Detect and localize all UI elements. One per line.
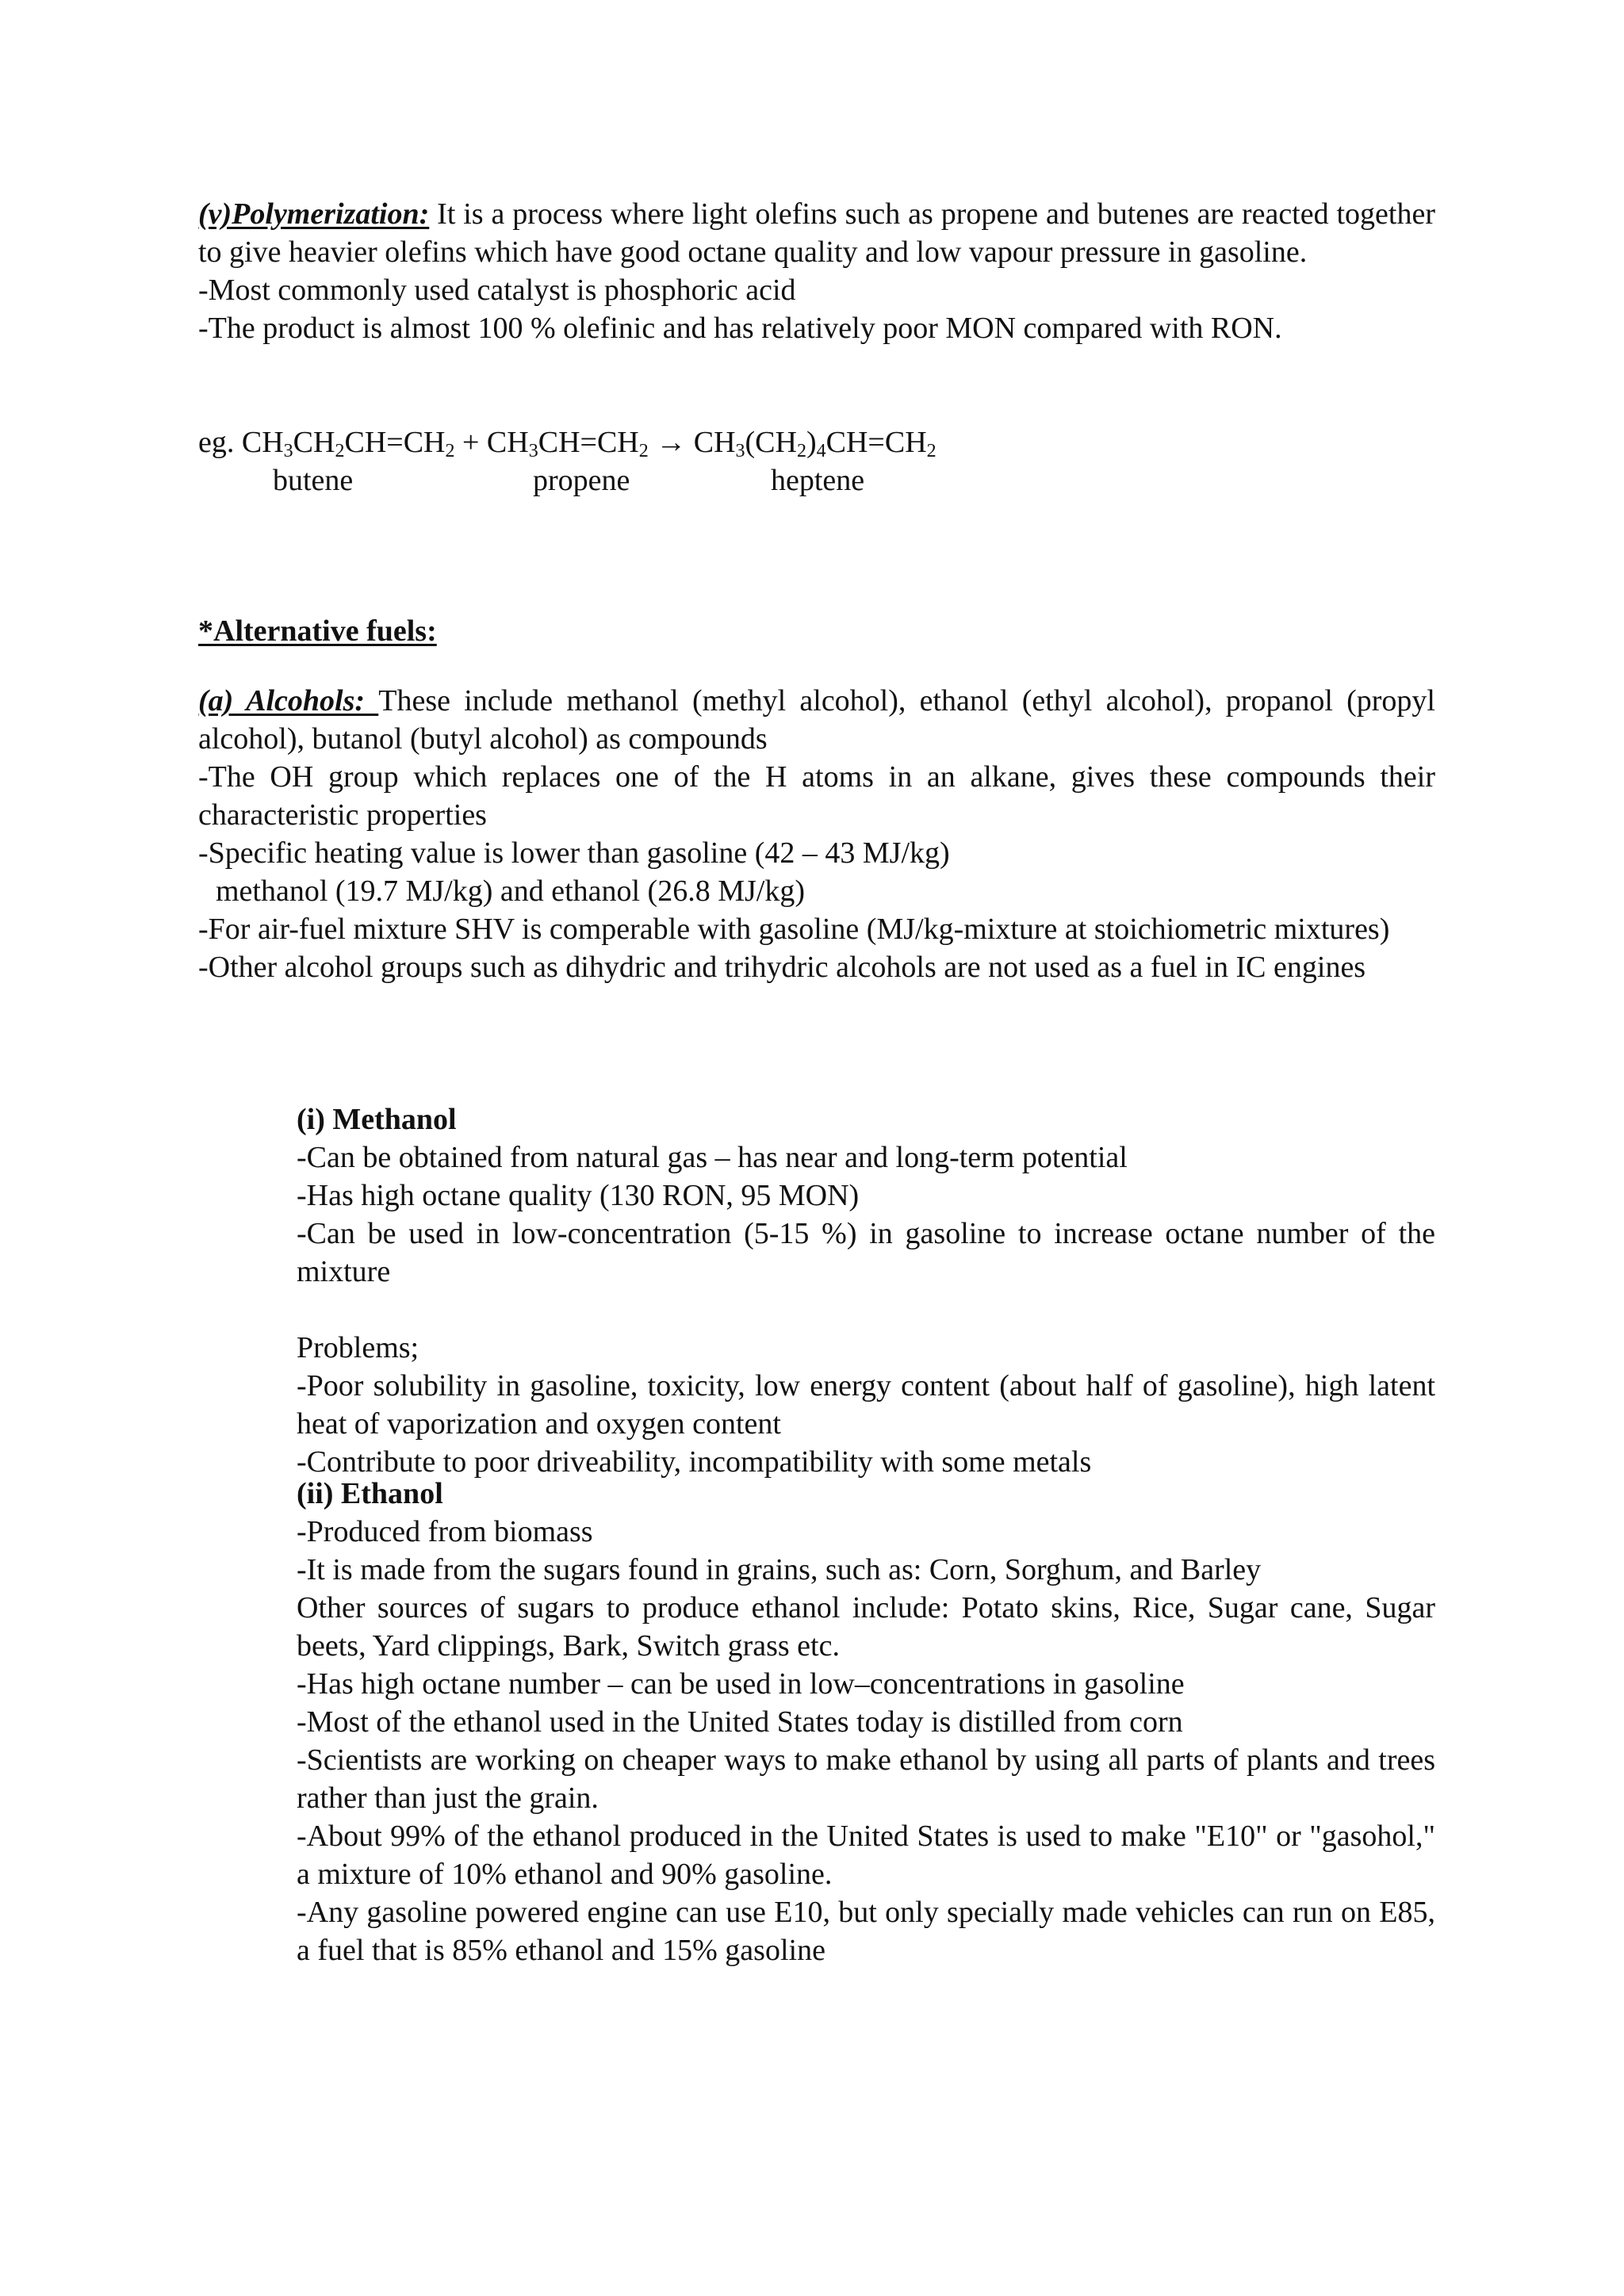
alt-fuels-section <box>198 612 1435 650</box>
problem-item: -Poor solubility in gasoline, toxicity, low energy content (about half of gasoline), high latent heat of vaporization and oxygen content <box>297 1369 1435 1441</box>
problem-item: -Contribute to poor driveability, incompatibility with some metals <box>297 1445 1092 1479</box>
compound-names <box>198 461 1435 499</box>
ethanol-section <box>297 1475 1435 1969</box>
polymerization-point: -The product is almost 100 % olefinic and has relatively poor MON compared with RON. <box>198 312 1282 345</box>
product-heptene-formula: $CH_3(CH_2)_4CH=CH_2$ <box>693 426 936 461</box>
compound-name-butene: butene <box>273 464 354 497</box>
methanol-point: -Has high octane quality (130 RON, 95 MON) <box>297 1179 860 1212</box>
alcohols-point: methanol (19.7 MJ/kg) and ethanol (26.8 MJ/kg) <box>216 874 806 908</box>
alcohols-paragraph <box>198 682 1435 758</box>
compound-name-heptene: heptene <box>771 464 865 497</box>
reaction-arrow: → <box>648 426 694 459</box>
compound-name-propene: propene <box>533 464 630 497</box>
polymerization-equation <box>198 423 1435 499</box>
ethanol-point: Other sources of sugars to produce ethanol include: Potato skins, Rice, Sugar cane, Sugar beets, Yard clippings, Bark, Switch grass etc. <box>297 1591 1435 1663</box>
ethanol-point: -Most of the ethanol used in the United States today is distilled from corn <box>297 1705 1183 1739</box>
polymerization-section <box>198 195 1435 347</box>
equation-line <box>198 423 1435 461</box>
alcohols-section <box>198 682 1435 986</box>
alcohols-point: -For air-fuel mixture SHV is comperable with gasoline (MJ/kg-mixture at stoichiometric mixtures) <box>198 913 1390 946</box>
alcohols-point: -The OH group which replaces one of the H atoms in an alkane, gives these compounds their characteristic properties <box>198 760 1435 832</box>
alt-fuels-heading: *Alternative fuels: <box>198 614 437 648</box>
plus-sign: + <box>454 426 487 459</box>
reactant-propene-formula: $CH_3CH=CH_2$ <box>486 426 649 461</box>
methanol-heading: (i) Methanol <box>297 1103 457 1136</box>
polymerization-point: -Most commonly used catalyst is phosphoric acid <box>198 274 796 307</box>
polymerization-intro: It is a process where light olefins such as propene and butenes are reacted together to give heavier olefins which have good octane quality and low vapour pressure in gasoline. <box>198 197 1435 269</box>
alcohols-intro: These include methanol (methyl alcohol), ethanol (ethyl alcohol), propanol (propyl alcohol), butanol (butyl alcohol) as compounds <box>198 684 1435 756</box>
ethanol-point: -Produced from biomass <box>297 1515 593 1548</box>
ethanol-point: -About 99% of the ethanol produced in the United States is used to make "E10" or "gasohol," a mixture of 10% ethanol and 90% gasoline. <box>297 1820 1435 1891</box>
ethanol-point: -Scientists are working on cheaper ways to make ethanol by using all parts of plants and trees rather than just the grain. <box>297 1743 1435 1815</box>
polymerization-heading: (v)Polymerization: <box>198 197 430 231</box>
ethanol-heading: (ii) Ethanol <box>297 1477 443 1510</box>
ethanol-point: -Any gasoline powered engine can use E10, but only specially made vehicles can run on E85, a fuel that is 85% ethanol and 15% gasoline <box>297 1896 1435 1967</box>
alcohols-point: -Specific heating value is lower than gasoline (42 – 43 MJ/kg) <box>198 836 950 870</box>
ethanol-point: -Has high octane number – can be used in low–concentrations in gasoline <box>297 1667 1185 1701</box>
problems-label: Problems; <box>297 1331 419 1364</box>
alcohols-heading: (a) Alcohols: <box>198 684 379 718</box>
methanol-point: -Can be used in low-concentration (5-15 %) in gasoline to increase octane number of the mixture <box>297 1217 1435 1288</box>
methanol-point: -Can be obtained from natural gas – has near and long-term potential <box>297 1141 1128 1174</box>
reactant-butene-formula: $CH_3CH_2CH=CH_2$ <box>241 426 455 461</box>
methanol-section <box>297 1100 1435 1481</box>
ethanol-point: -It is made from the sugars found in grains, such as: Corn, Sorghum, and Barley <box>297 1553 1262 1586</box>
equation-prefix: eg. <box>198 426 242 459</box>
alcohols-point: -Other alcohol groups such as dihydric and trihydric alcohols are not used as a fuel in IC engines <box>198 951 1366 984</box>
polymerization-paragraph <box>198 195 1435 271</box>
